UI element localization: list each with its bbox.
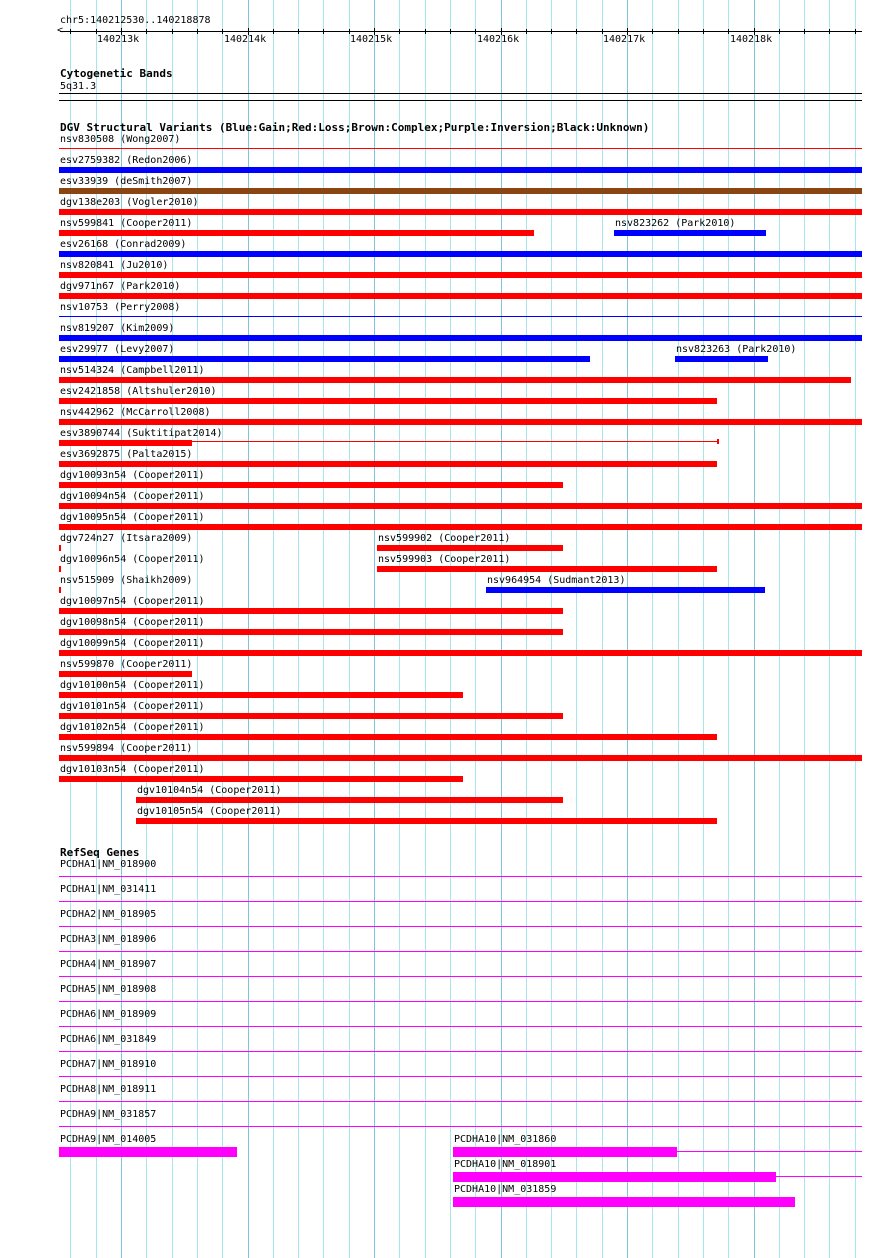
variant-label[interactable]: esv26168 (Conrad2009) <box>60 239 187 250</box>
variant-bar-loss[interactable] <box>59 461 717 467</box>
gene-label[interactable]: PCDHA5|NM_018908 <box>60 984 157 995</box>
gene-label[interactable]: PCDHA10|NM_018901 <box>454 1159 557 1170</box>
variant-bar-loss[interactable] <box>59 629 563 635</box>
gene-label[interactable]: PCDHA6|NM_018909 <box>60 1009 157 1020</box>
variant-bar-gain[interactable] <box>59 356 590 362</box>
variant-bar-loss[interactable] <box>59 671 192 677</box>
variant-label[interactable]: nsv442962 (McCarroll2008) <box>60 407 211 418</box>
gene-label[interactable]: PCDHA2|NM_018905 <box>60 909 157 920</box>
gene-label[interactable]: PCDHA10|NM_031860 <box>454 1134 557 1145</box>
minor-tick <box>576 29 577 34</box>
variant-label[interactable]: esv2421858 (Altshuler2010) <box>60 386 217 397</box>
variant-label[interactable]: dgv10103n54 (Cooper2011) <box>60 764 205 775</box>
gene-exon-block[interactable] <box>453 1172 776 1182</box>
variant-bar-loss[interactable] <box>59 545 61 551</box>
variant-bar-loss[interactable] <box>59 524 862 530</box>
variant-bar-gain[interactable] <box>59 251 862 257</box>
variant-bar-loss[interactable] <box>59 230 534 236</box>
minor-tick <box>551 29 552 34</box>
gene-label[interactable]: PCDHA7|NM_018910 <box>60 1059 157 1070</box>
gene-exon-block[interactable] <box>59 1147 237 1157</box>
track-title-refseq: RefSeq Genes <box>60 846 140 859</box>
variant-bar-loss[interactable] <box>59 293 862 299</box>
gene-label[interactable]: PCDHA6|NM_031849 <box>60 1034 157 1045</box>
gene-intron-line[interactable] <box>677 1151 862 1152</box>
track-divider <box>59 100 862 101</box>
variant-label[interactable]: dgv10096n54 (Cooper2011) <box>60 554 205 565</box>
variant-bar-loss[interactable] <box>59 440 192 446</box>
gene-intron-line[interactable] <box>59 1026 862 1027</box>
variant-label[interactable]: esv33939 (deSmith2007) <box>60 176 193 187</box>
minor-tick <box>298 29 299 34</box>
variant-label[interactable]: dgv10098n54 (Cooper2011) <box>60 617 205 628</box>
variant-bar-gain[interactable] <box>675 356 768 362</box>
variant-label[interactable]: dgv10099n54 (Cooper2011) <box>60 638 205 649</box>
variant-label[interactable]: nsv10753 (Perry2008) <box>60 302 181 313</box>
minor-tick <box>804 29 805 34</box>
variant-label[interactable]: nsv599841 (Cooper2011) <box>60 218 193 229</box>
variant-bar-complex[interactable] <box>59 188 862 194</box>
variant-bar-loss[interactable] <box>59 713 563 719</box>
variant-bar-loss[interactable] <box>377 566 717 572</box>
minor-tick <box>829 29 830 34</box>
minor-tick <box>779 29 780 34</box>
gene-label[interactable]: PCDHA3|NM_018906 <box>60 934 157 945</box>
variant-label[interactable]: nsv515909 (Shaikh2009) <box>60 575 193 586</box>
variant-bar-gain[interactable] <box>486 587 765 593</box>
variant-connector <box>192 441 717 442</box>
minor-tick <box>678 29 679 34</box>
minor-tick <box>475 29 476 34</box>
variant-label[interactable]: nsv599894 (Cooper2011) <box>60 743 193 754</box>
gene-exon-block[interactable] <box>453 1197 795 1207</box>
tick-label: 140213k <box>97 34 140 45</box>
variant-bar-loss[interactable] <box>59 566 61 572</box>
minor-tick <box>323 29 324 34</box>
variant-label[interactable]: nsv599870 (Cooper2011) <box>60 659 193 670</box>
cytoband-label: 5q31.3 <box>60 81 97 92</box>
gene-intron-line[interactable] <box>59 976 862 977</box>
variant-bar-loss[interactable] <box>136 818 717 824</box>
gene-label[interactable]: PCDHA1|NM_031411 <box>60 884 157 895</box>
gene-intron-line[interactable] <box>59 926 862 927</box>
variant-label[interactable]: esv3890744 (Suktitipat2014) <box>60 428 223 439</box>
variant-bar-loss[interactable] <box>59 650 862 656</box>
variant-bar-loss[interactable] <box>136 797 563 803</box>
minor-tick <box>197 29 198 34</box>
region-label: chr5:140212530..140218878 <box>60 15 211 26</box>
gene-label[interactable]: PCDHA9|NM_014005 <box>60 1134 157 1145</box>
scroll-left-arrow-icon[interactable]: < <box>57 25 64 36</box>
gene-label[interactable]: PCDHA10|NM_031859 <box>454 1184 557 1195</box>
tick-label: 140214k <box>224 34 267 45</box>
variant-bar-loss[interactable] <box>59 419 862 425</box>
track-title-dgv: DGV Structural Variants (Blue:Gain;Red:Loss;Brown:Complex;Purple:Inversion;Black:Unknown) <box>60 121 650 134</box>
minor-tick <box>526 29 527 34</box>
gene-label[interactable]: PCDHA8|NM_018911 <box>60 1084 157 1095</box>
variant-label[interactable]: dgv10104n54 (Cooper2011) <box>137 785 282 796</box>
gene-intron-line[interactable] <box>59 1001 862 1002</box>
variant-label[interactable]: nsv823262 (Park2010) <box>615 218 736 229</box>
tick-label: 140216k <box>477 34 520 45</box>
variant-end-block <box>717 439 719 444</box>
variant-bar-loss[interactable] <box>59 377 851 383</box>
variant-label[interactable]: nsv599903 (Cooper2011) <box>378 554 511 565</box>
minor-tick <box>70 29 71 34</box>
minor-tick <box>146 29 147 34</box>
variant-bar-loss[interactable] <box>59 734 717 740</box>
variant-label[interactable]: nsv830508 (Wong2007) <box>60 134 181 145</box>
variant-bar-loss[interactable] <box>59 148 862 149</box>
tick-label: 140217k <box>603 34 646 45</box>
gene-intron-line[interactable] <box>59 1051 862 1052</box>
minor-tick <box>172 29 173 34</box>
variant-label[interactable]: esv3692875 (Palta2015) <box>60 449 193 460</box>
variant-label[interactable]: nsv819207 (Kim2009) <box>60 323 175 334</box>
gene-intron-line[interactable] <box>59 951 862 952</box>
variant-label[interactable]: dgv10100n54 (Cooper2011) <box>60 680 205 691</box>
variant-label[interactable]: dgv10105n54 (Cooper2011) <box>137 806 282 817</box>
gene-label[interactable]: PCDHA4|NM_018907 <box>60 959 157 970</box>
cytoband-bar[interactable] <box>59 93 862 94</box>
variant-label[interactable]: dgv971n67 (Park2010) <box>60 281 181 292</box>
gene-intron-line[interactable] <box>59 1126 862 1127</box>
variant-label[interactable]: dgv10095n54 (Cooper2011) <box>60 512 205 523</box>
minor-tick <box>399 29 400 34</box>
variant-bar-loss[interactable] <box>59 209 862 215</box>
gene-exon-block[interactable] <box>453 1147 677 1157</box>
variant-bar-gain[interactable] <box>59 335 862 341</box>
gene-intron-line[interactable] <box>776 1176 862 1177</box>
variant-label[interactable]: dgv724n27 (Itsara2009) <box>60 533 193 544</box>
variant-bar-loss[interactable] <box>59 503 862 509</box>
variant-label[interactable]: nsv599902 (Cooper2011) <box>378 533 511 544</box>
variant-bar-gain[interactable] <box>59 316 862 317</box>
minor-tick <box>222 29 223 34</box>
variant-bar-gain[interactable] <box>59 167 862 173</box>
variant-label[interactable]: nsv823263 (Park2010) <box>676 344 797 355</box>
variant-label[interactable]: nsv514324 (Campbell2011) <box>60 365 205 376</box>
variant-label[interactable]: nsv820841 (Ju2010) <box>60 260 169 271</box>
variant-label[interactable]: esv29977 (Levy2007) <box>60 344 175 355</box>
minor-tick <box>728 29 729 34</box>
minor-tick <box>425 29 426 34</box>
variant-bar-loss[interactable] <box>59 776 463 782</box>
tick-label: 140215k <box>350 34 393 45</box>
variant-label[interactable]: dgv10102n54 (Cooper2011) <box>60 722 205 733</box>
gene-label[interactable]: PCDHA1|NM_018900 <box>60 859 157 870</box>
minor-tick <box>855 29 856 34</box>
variant-bar-loss[interactable] <box>59 398 717 404</box>
variant-bar-loss[interactable] <box>59 482 563 488</box>
tick-label: 140218k <box>730 34 773 45</box>
variant-bar-loss[interactable] <box>59 755 862 761</box>
gene-intron-line[interactable] <box>59 901 862 902</box>
gene-intron-line[interactable] <box>59 1101 862 1102</box>
variant-label[interactable]: dgv10097n54 (Cooper2011) <box>60 596 205 607</box>
variant-bar-loss[interactable] <box>59 608 563 614</box>
variant-bar-gain[interactable] <box>614 230 766 236</box>
minor-tick <box>273 29 274 34</box>
gene-intron-line[interactable] <box>59 1076 862 1077</box>
variant-bar-loss[interactable] <box>59 272 862 278</box>
variant-label[interactable]: dgv138e203 (Vogler2010) <box>60 197 199 208</box>
variant-label[interactable]: dgv10093n54 (Cooper2011) <box>60 470 205 481</box>
variant-label[interactable]: dgv10094n54 (Cooper2011) <box>60 491 205 502</box>
ruler-axis <box>60 31 862 32</box>
variant-bar-loss[interactable] <box>59 587 61 593</box>
variant-label[interactable]: nsv964954 (Sudmant2013) <box>487 575 626 586</box>
variant-bar-loss[interactable] <box>59 692 463 698</box>
minor-tick <box>703 29 704 34</box>
variant-bar-loss[interactable] <box>377 545 563 551</box>
gene-intron-line[interactable] <box>59 876 862 877</box>
minor-tick <box>450 29 451 34</box>
gene-label[interactable]: PCDHA9|NM_031857 <box>60 1109 157 1120</box>
minor-tick <box>652 29 653 34</box>
variant-label[interactable]: esv2759382 (Redon2006) <box>60 155 193 166</box>
variant-label[interactable]: dgv10101n54 (Cooper2011) <box>60 701 205 712</box>
track-title-cytobands: Cytogenetic Bands <box>60 67 173 80</box>
